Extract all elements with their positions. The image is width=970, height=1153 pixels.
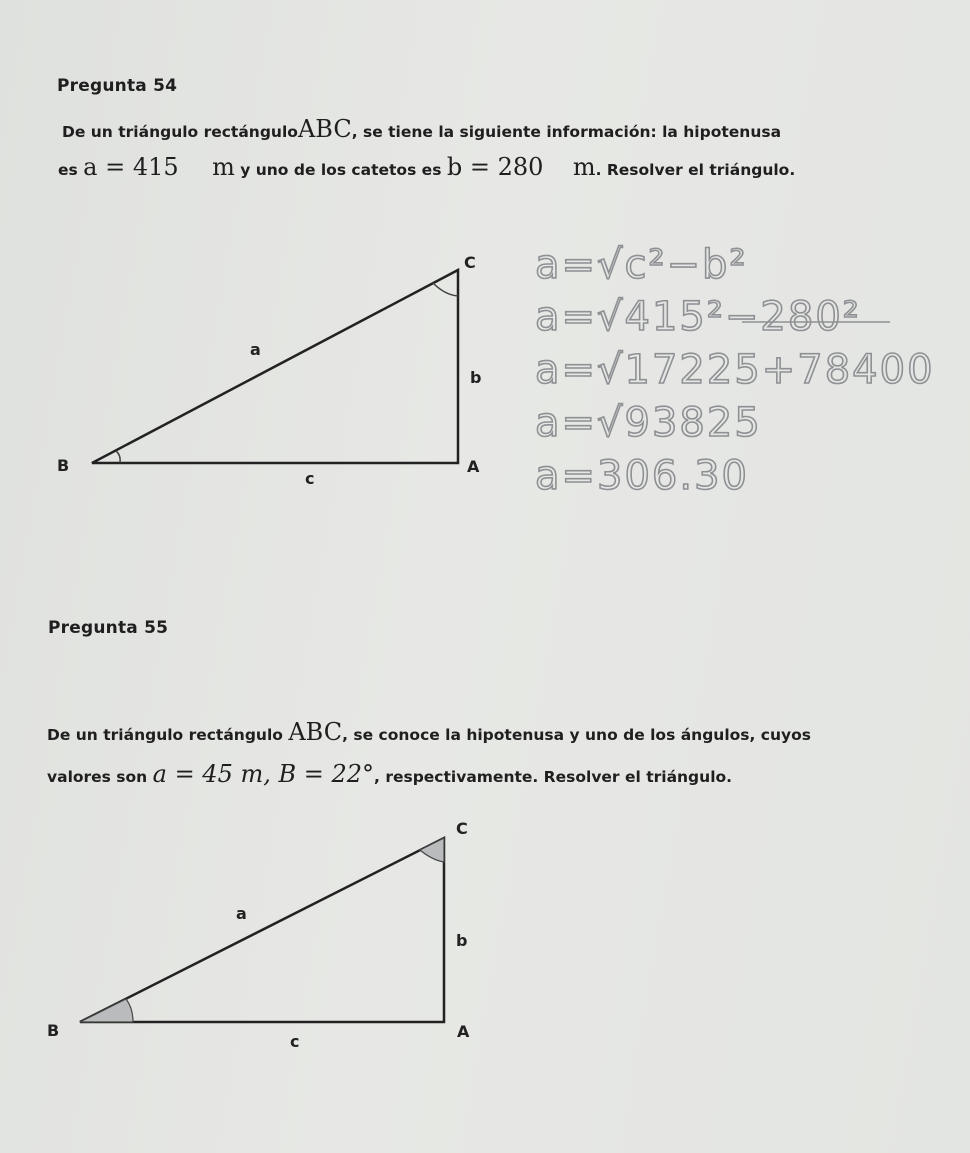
q54-angle-b-arc bbox=[116, 451, 120, 463]
q54-a-unit: m bbox=[212, 153, 235, 181]
q54-triangle bbox=[92, 270, 458, 463]
q54-abc-math: ABC bbox=[297, 115, 352, 143]
q55-values-math: a = 45 m, B = 22° bbox=[152, 760, 375, 788]
question-55-title: Pregunta 55 bbox=[48, 618, 169, 638]
q54-a-var: a bbox=[83, 153, 98, 181]
q54-line2-mid: y uno de los catetos es bbox=[240, 161, 442, 179]
q55-label-c: c bbox=[290, 1032, 300, 1051]
q54-triangle-diagram bbox=[57, 253, 481, 488]
q55-triangle bbox=[80, 838, 444, 1022]
q55-angle-c-fill bbox=[420, 838, 444, 862]
q54-b-unit: m bbox=[572, 153, 596, 181]
q55-line1-text: De un triángulo rectángulo bbox=[47, 726, 283, 744]
q55-line1-rest: , se conoce la hipotenusa y uno de los ángulos, cuyos bbox=[342, 726, 811, 744]
q55-abc-math: ABC bbox=[288, 718, 343, 746]
q54-line1-text: De un triángulo rectángulo bbox=[62, 123, 298, 141]
q54-label-b: b bbox=[470, 368, 482, 387]
q55-triangle-diagram bbox=[47, 819, 470, 1051]
handwritten-line-2: a=√415²−280² bbox=[535, 294, 861, 340]
q55-line2-end: , respectivamente. Resolver el triángulo. bbox=[374, 768, 733, 786]
q54-handwritten-work bbox=[535, 242, 935, 499]
handwritten-line-4: a=√93825 bbox=[535, 400, 762, 446]
q54-line1-rest: , se tiene la siguiente información: la hipotenusa bbox=[351, 123, 782, 141]
q55-angle-b-fill bbox=[80, 999, 133, 1022]
q54-line2-end: . Resolver el triángulo. bbox=[595, 161, 796, 179]
q54-label-a-vertex: A bbox=[467, 457, 480, 476]
q54-es: es bbox=[58, 161, 78, 179]
q54-label-a: a bbox=[250, 340, 261, 359]
q55-label-a: a bbox=[236, 904, 247, 923]
handwritten-line-3: a=√17225+78400 bbox=[535, 347, 935, 393]
q54-a-eq: = 415 bbox=[97, 153, 179, 181]
q54-b-var: b bbox=[446, 153, 463, 181]
q55-label-a-vertex: A bbox=[457, 1022, 470, 1041]
q54-label-c: c bbox=[305, 469, 315, 488]
q55-label-c-vertex: C bbox=[456, 819, 468, 838]
q55-line2-text: valores son bbox=[47, 768, 148, 786]
q55-label-b-vertex: B bbox=[47, 1021, 60, 1040]
handwritten-line-5: a=306.30 bbox=[535, 453, 749, 499]
q54-angle-c-arc bbox=[433, 283, 458, 296]
handwritten-line-1: a=√c²−b² bbox=[535, 242, 748, 288]
q54-label-b-vertex: B bbox=[57, 456, 70, 475]
q54-b-eq: = 280 bbox=[462, 153, 544, 181]
q55-label-b: b bbox=[456, 931, 468, 950]
q54-label-c-vertex: C bbox=[464, 253, 476, 272]
question-54-title: Pregunta 54 bbox=[57, 76, 178, 96]
